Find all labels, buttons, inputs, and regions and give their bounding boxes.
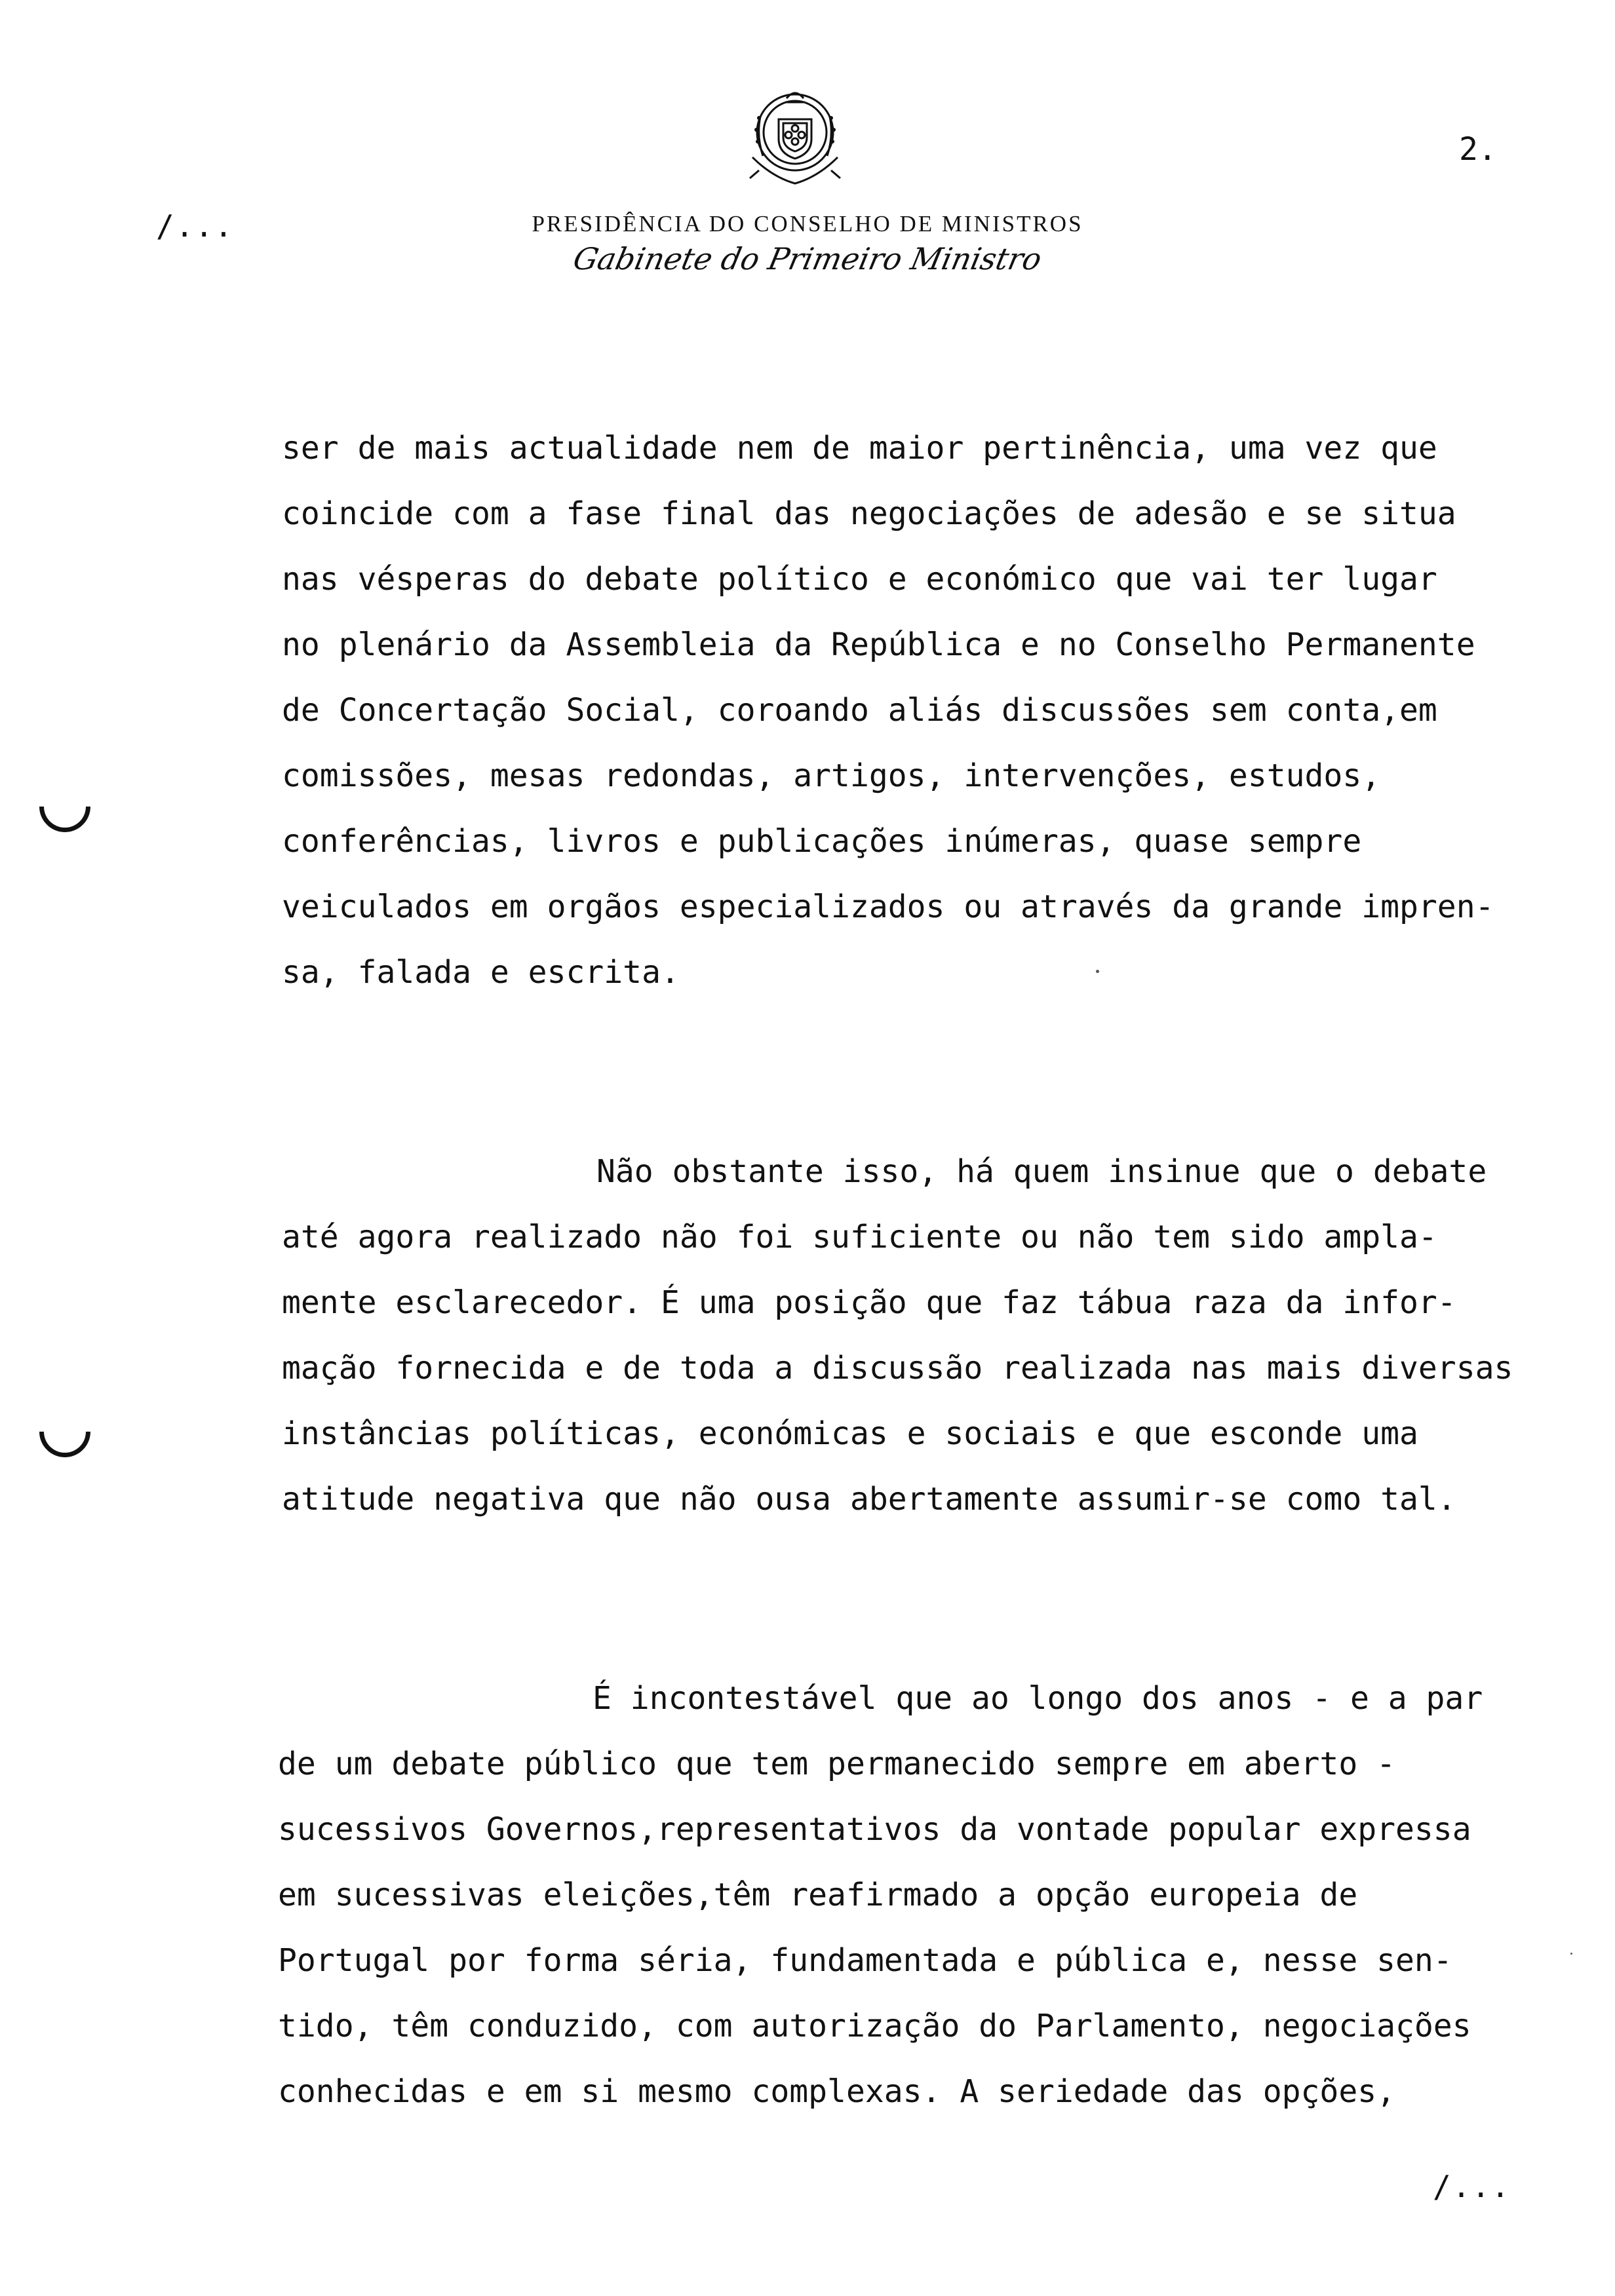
paragraph-line: até agora realizado não foi suficiente ou não tem sido ampla- (282, 1219, 1437, 1255)
paragraph-line: comissões, mesas redondas, artigos, intervenções, estudos, (282, 757, 1381, 794)
paragraph-line: de um debate público que tem permanecido sempre em aberto - (278, 1746, 1396, 1782)
paragraph-line: de Concertação Social, coroando aliás discussões sem conta,em (282, 692, 1437, 729)
paragraph-3 (278, 1666, 1563, 2124)
paragraph-line: nas vésperas do debate político e económico que vai ter lugar (282, 561, 1437, 598)
paragraph-line: sucessivos Governos,representativos da vontade popular expressa (278, 1811, 1471, 1848)
scan-speck (1570, 1953, 1572, 1955)
paragraph-line: mação fornecida e de toda a discussão realizada nas mais diversas (282, 1350, 1513, 1387)
paragraph-line: instâncias políticas, económicas e sociais e que esconde uma (282, 1415, 1418, 1452)
header-continuation-mark: /... (156, 208, 234, 244)
paragraph-line: coincide com a fase final das negociações de adesão e se situa (282, 495, 1456, 532)
paragraph-line: É incontestável que ao longo dos anos - e a par (593, 1680, 1483, 1717)
paragraph-line: em sucessivas eleições,têm reafirmado a opção europeia de (278, 1877, 1358, 1913)
footer-continuation-mark: /... (1433, 2169, 1511, 2204)
portuguese-coat-of-arms-icon (739, 79, 851, 197)
paragraph-line: veiculados em orgãos especializados ou através da grande impren- (282, 889, 1494, 925)
paragraph-1 (282, 415, 1566, 1005)
paragraph-line: atitude negativa que não ousa abertamente assumir-se como tal. (282, 1481, 1456, 1518)
punch-hole-mark (29, 771, 101, 843)
punch-hole-mark (29, 1396, 101, 1468)
paragraph-line: mente esclarecedor. É uma posição que faz tábua raza da infor- (282, 1284, 1456, 1321)
office-name: Gabinete do Primeiro Ministro (570, 241, 1045, 277)
scan-speck (1096, 970, 1099, 973)
paragraph-line: sa, falada e escrita. (282, 954, 680, 991)
paragraph-line: tido, têm conduzido, com autorização do Parlamento, negociações (278, 2008, 1471, 2044)
page-number: 2. (1459, 131, 1497, 168)
paragraph-line: Não obstante isso, há quem insinue que o debate (596, 1153, 1487, 1190)
paragraph-line: conferências, livros e publicações inúmeras, quase sempre (282, 823, 1362, 860)
paragraph-2 (282, 1139, 1566, 1532)
paragraph-line: ser de mais actualidade nem de maior pertinência, uma vez que (282, 430, 1437, 467)
paragraph-line: conhecidas e em si mesmo complexas. A seriedade das opções, (278, 2073, 1396, 2110)
paragraph-line: no plenário da Assembleia da República e no Conselho Permanente (282, 626, 1475, 663)
paragraph-line: Portugal por forma séria, fundamentada e pública e, nesse sen- (278, 1942, 1452, 1979)
organization-name: PRESIDÊNCIA DO CONSELHO DE MINISTROS (532, 211, 1083, 237)
